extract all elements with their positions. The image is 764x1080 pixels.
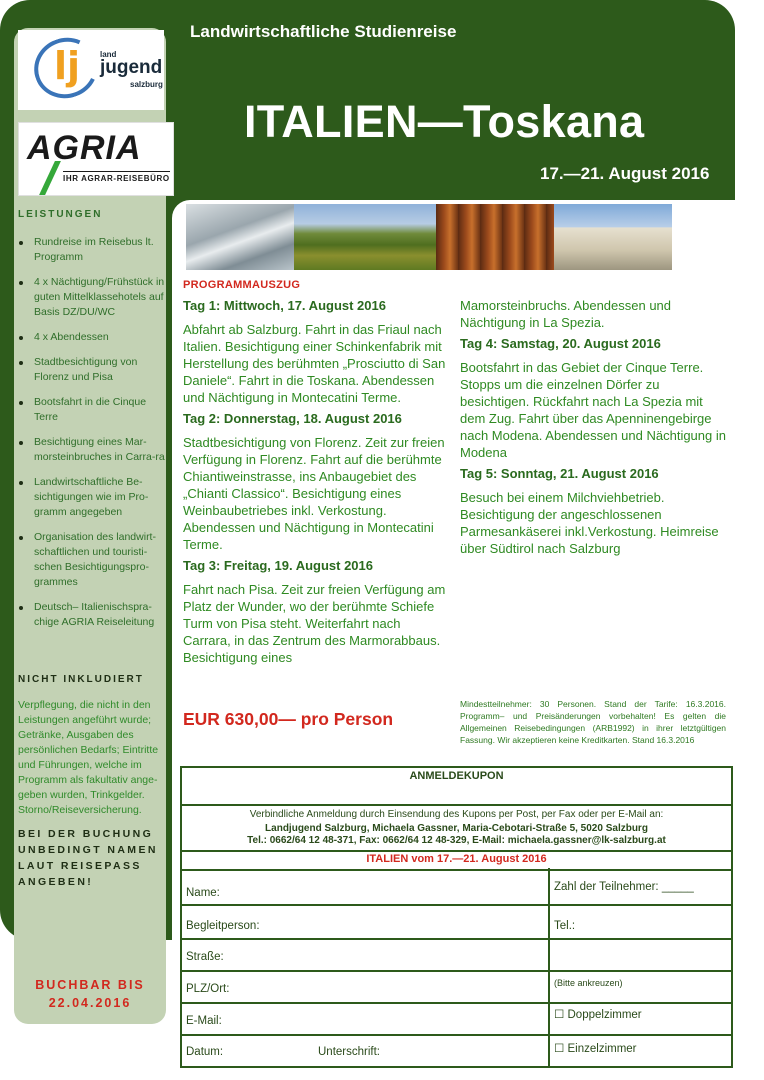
agria-logo bbox=[18, 122, 174, 196]
price: EUR 630,00— pro Person bbox=[183, 709, 394, 729]
day-heading: Tag 2: Donnerstag, 18. August 2016 bbox=[183, 411, 402, 426]
header-subtitle: Landwirtschaftliche Studienreise bbox=[190, 22, 457, 41]
day-heading: Tag 4: Samstag, 20. August 2016 bbox=[460, 336, 661, 351]
day-heading: Tag 5: Sonntag, 21. August 2016 bbox=[460, 466, 659, 481]
agria-tagline: IHR AGRAR-REISEBÜRO bbox=[63, 171, 170, 183]
registration-coupon bbox=[180, 766, 733, 1068]
coupon-title: ANMELDEKUPON bbox=[409, 770, 504, 782]
day-heading: Tag 3: Freitag, 19. August 2016 bbox=[183, 558, 373, 573]
coupon-contact: Tel.: 0662/64 12 48-371, Fax: 0662/64 12 48-329, E-Mail: michaela.gassner@lk-salzburg.at bbox=[247, 835, 666, 846]
companion-field[interactable]: Begleitperson: bbox=[186, 920, 260, 932]
divider bbox=[182, 904, 731, 906]
services-list bbox=[18, 235, 166, 640]
not-included-heading: NICHT INKLUDIERT bbox=[18, 674, 144, 685]
program-label: PROGRAMMAUSZUG bbox=[183, 279, 301, 291]
program-column-right bbox=[460, 297, 728, 560]
vineyard-photo bbox=[294, 204, 436, 270]
coupon-trip: ITALIEN vom 17.—21. August 2016 bbox=[366, 853, 547, 865]
signature-field[interactable]: Unterschrift: bbox=[318, 1046, 380, 1058]
marble-quarry-photo bbox=[186, 204, 294, 270]
divider bbox=[182, 804, 731, 806]
bookable-until: BUCHBAR BIS 22.04.2016 bbox=[35, 978, 145, 1010]
list-item: Organisation des landwirt-schaftlichen und touristi-schen Besichtigungspro-grammes bbox=[18, 530, 166, 590]
list-item: Landwirtschaftliche Be-sichtigungen wie im Pro-gramm angegeben bbox=[18, 475, 166, 520]
logo-letters: lj bbox=[54, 44, 81, 88]
divider bbox=[182, 970, 731, 972]
pisa-tower-photo bbox=[554, 204, 672, 270]
street-field[interactable]: Straße: bbox=[186, 951, 224, 963]
list-item: Bootsfahrt in die Cinque Terre bbox=[18, 395, 166, 425]
logo-text-small: land bbox=[100, 50, 117, 59]
booking-note: BEI DER BUCHUNG UNBEDINGT NAMEN LAUT REISEPASS ANGEBEN! bbox=[18, 828, 158, 888]
list-item: Deutsch– Italienischspra-chige AGRIA Reiseleitung bbox=[18, 600, 166, 630]
landjugend-logo bbox=[18, 30, 164, 110]
participants-field[interactable]: Zahl der Teilnehmer: _____ bbox=[554, 881, 694, 893]
travel-date: 17.—21. August 2016 bbox=[540, 164, 710, 183]
day-text: Fahrt nach Pisa. Zeit zur freien Verfügung am Platz der Wunder, wo der berühmte Schiefe Turm von Pisa steht. Weiterfahrt nach Carrara, in das Zentrum des Marmorabbaus. Besichtigung eines bbox=[183, 582, 446, 665]
ham-cellar-photo bbox=[436, 204, 554, 270]
terms-text: Mindestteilnehmer: 30 Personen. Stand der Tarife: 16.3.2016. Programm– und Preisänderungen vorbehalten! Es gelten die Allgemeinen Reisebedingungen (ARB1992) in ihrer letztgültigen Fassung. Wir akzeptieren keine Kreditkarten. Stand 16.3.2016 bbox=[460, 699, 726, 745]
day-text: Abfahrt ab Salzburg. Fahrt in das Friaul nach Italien. Besichtigung einer Schinkenfabrik mit Herstellung des berühmten „Prosciutto di San Daniele“. Fahrt in die Toskana. Abendessen und Nächtigung in Montecatini Terme. bbox=[183, 322, 446, 405]
phone-field[interactable]: Tel.: bbox=[554, 920, 576, 932]
logo-text-big: jugend bbox=[100, 57, 163, 78]
day-text: Stadtbesichtigung von Florenz. Zeit zur freien Verfügung in Florenz. Fahrt auf die berühmte Chiantiweinstrasse, ins Anbaugebiet des „Chianti Classico“. Besichtigung eines Weinbaubetriebes inkl. Verkostung. Abendessen und Nächtigung in Montecatini Terme. bbox=[183, 435, 445, 552]
divider bbox=[182, 1034, 731, 1036]
zip-city-field[interactable]: PLZ/Ort: bbox=[186, 983, 230, 995]
double-room-checkbox[interactable]: ☐ Doppelzimmer bbox=[554, 1009, 642, 1021]
logo-text-sub: salzburg bbox=[130, 80, 163, 89]
divider bbox=[182, 850, 731, 852]
photo-strip bbox=[186, 204, 672, 270]
list-item: Besichtigung eines Mar-morsteinbruches in Carra-ra bbox=[18, 435, 166, 465]
page-title: ITALIEN—Toskana bbox=[244, 96, 645, 147]
name-field[interactable]: Name: bbox=[186, 887, 220, 899]
divider bbox=[182, 1002, 731, 1004]
day-heading: Tag 1: Mittwoch, 17. August 2016 bbox=[183, 298, 386, 313]
date-field[interactable]: Datum: bbox=[186, 1046, 224, 1058]
list-item: Stadtbesichtigung von Florenz und Pisa bbox=[18, 355, 166, 385]
coupon-address: Landjugend Salzburg, Michaela Gassner, Maria-Cebotari-Straße 5, 5020 Salzburg bbox=[265, 823, 648, 834]
day-text: Besuch bei einem Milchviehbetrieb. Besichtigung der angeschlossenen Parmesankäserei inkl.Verkostung. Heimreise über Südtirol nach Salzburg bbox=[460, 490, 719, 556]
day-text: Bootsfahrt in das Gebiet der Cinque Terre. Stopps um die einzelnen Dörfer zu besichtigen. Rückfahrt nach La Spezia mit dem Zug. Fahrt über das Apenninengebirge nach Modena. Abendessen und Nächtigung in Modena bbox=[460, 360, 726, 460]
list-item: 4 x Nächtigung/Frühstück in guten Mittelklassehotels auf Basis DZ/DU/WC bbox=[18, 275, 166, 320]
coupon-column-divider bbox=[548, 868, 550, 1066]
email-field[interactable]: E-Mail: bbox=[186, 1015, 222, 1027]
services-heading: LEISTUNGEN bbox=[18, 209, 103, 220]
tick-note: (Bitte ankreuzen) bbox=[554, 978, 623, 988]
list-item: 4 x Abendessen bbox=[18, 330, 166, 345]
divider bbox=[182, 938, 731, 940]
not-included-text: Verpflegung, die nicht in den Leistungen angeführt wurde; Getränke, Ausgaben des persönlichen Bedarfs; Eintritte und Führungen, welche im Programm als fakultativ ange-geben wurden, Trinkgelder. Storno/Reiseversicherung. bbox=[18, 699, 159, 816]
program-column-left bbox=[183, 296, 451, 669]
list-item: Rundreise im Reisebus lt. Programm bbox=[18, 235, 166, 265]
day-text-continuation: Mamorsteinbruchs. Abendessen und Nächtigung in La Spezia. bbox=[460, 298, 672, 330]
coupon-instructions: Verbindliche Anmeldung durch Einsendung des Kupons per Post, per Fax oder per E-Mail an: bbox=[249, 809, 664, 820]
agria-wordmark: AGRIA bbox=[27, 129, 142, 167]
single-room-checkbox[interactable]: ☐ Einzelzimmer bbox=[554, 1043, 637, 1055]
divider bbox=[182, 869, 731, 871]
